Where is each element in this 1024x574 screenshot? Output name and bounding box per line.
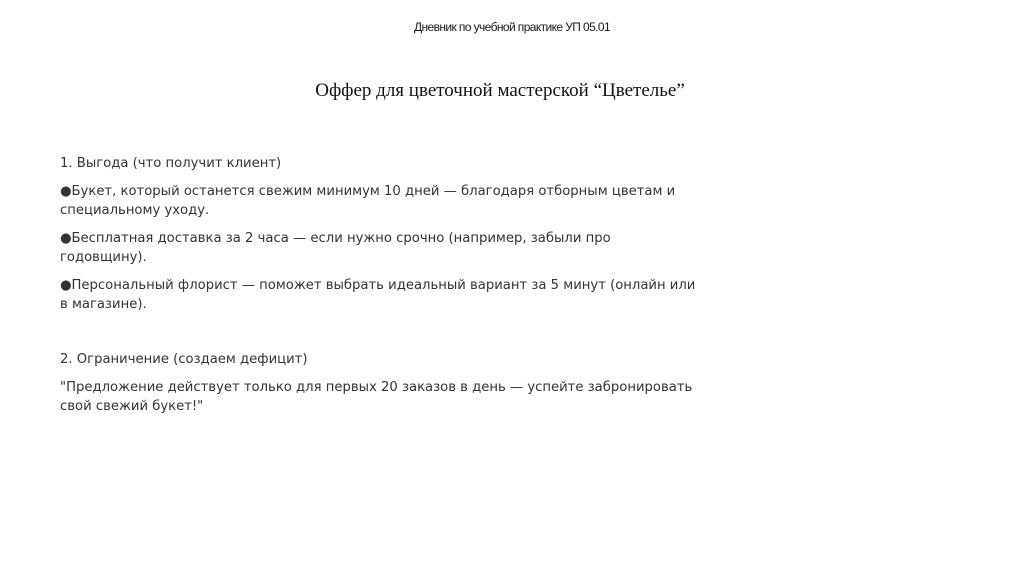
benefit-item-freshness: ●Букет, который останется свежим минимум 10 дней — благодаря отборным цветам и специальному уходу. xyxy=(60,184,676,218)
document-body xyxy=(60,154,700,425)
section-benefit-heading: 1. Выгода (что получит клиент) xyxy=(60,156,282,171)
benefit-item-florist: ●Персональный флорист — поможет выбрать идеальный вариант за 5 минут (онлайн или в магазине). xyxy=(60,278,696,312)
page-header: Дневник по учебной практике УП 05.01 xyxy=(413,20,611,34)
benefit-item-delivery: ●Бесплатная доставка за 2 часа — если нужно срочно (например, забыли про годовщину). xyxy=(60,231,611,265)
limitation-text: "Предложение действует только для первых 20 заказов в день — успейте забронировать свой свежий букет!" xyxy=(60,380,693,414)
section-limitation-heading: 2. Ограничение (создаем дефицит) xyxy=(60,352,308,367)
page-title: Оффер для цветочной мастерской “Цветелье” xyxy=(315,80,685,101)
